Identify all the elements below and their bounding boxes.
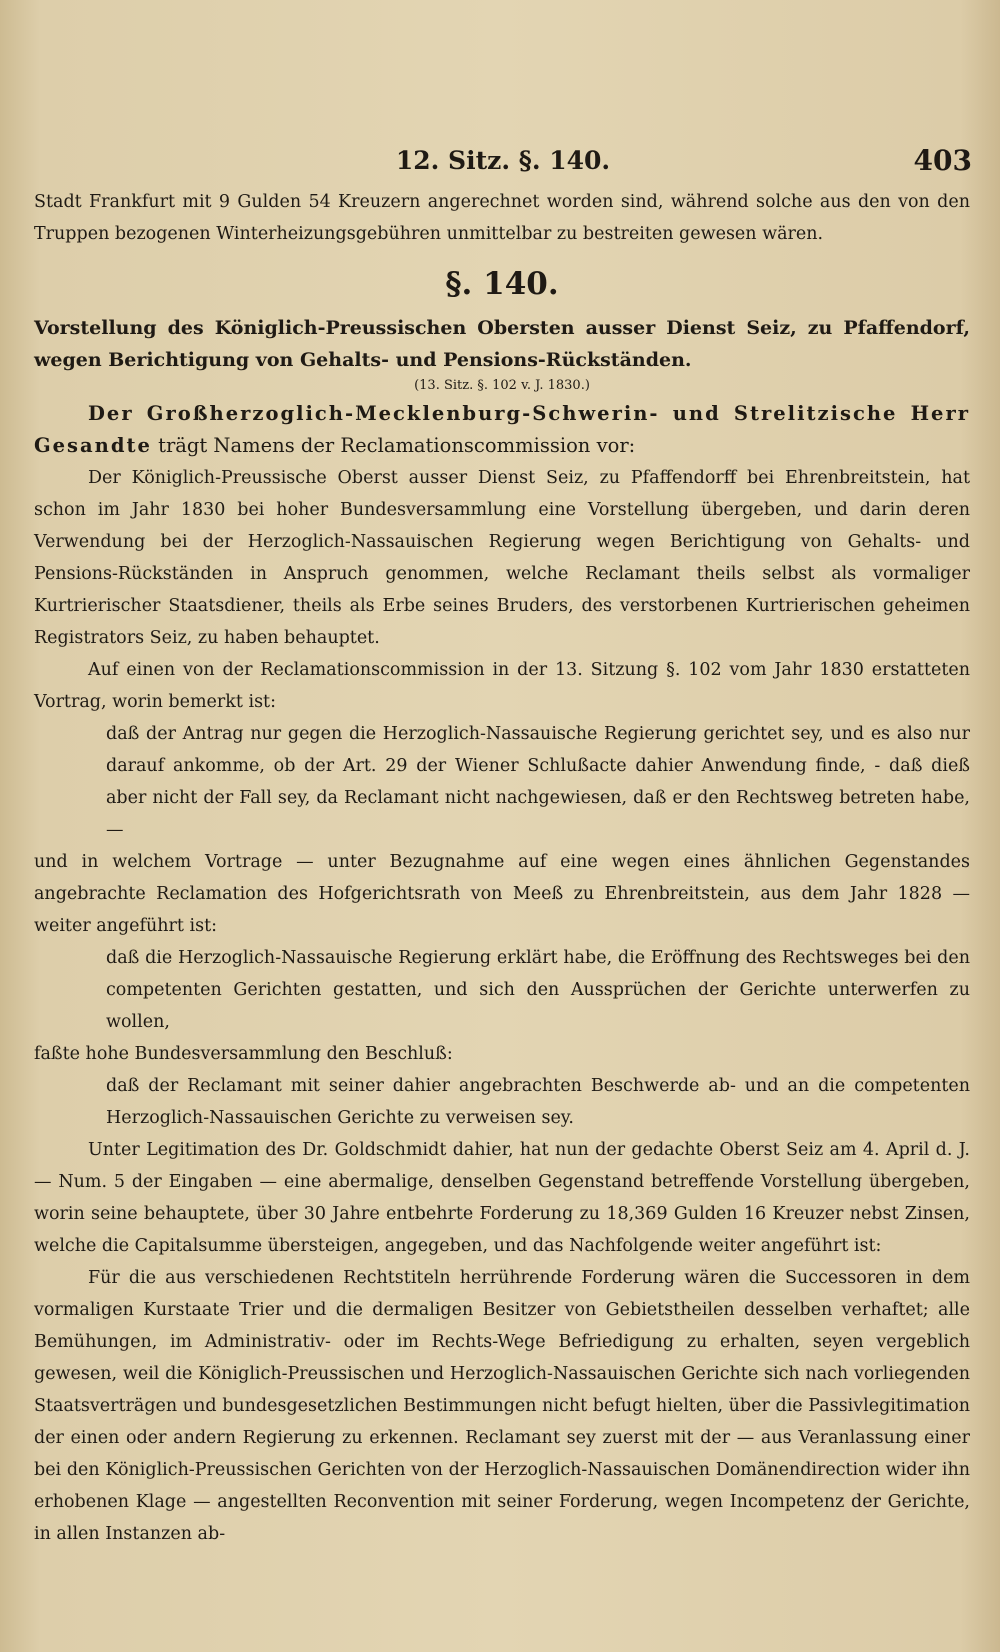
paragraph-6: Für die aus verschiedenen Rechtstiteln herrührende Forderung wären die Successoren in dem vormaligen Kurstaate Trier und die dermaligen Besitzer von Gebietstheilen desselben verhaftet; alle Bemühungen, im Administrativ- oder im Rechts-Wege Befriedigung zu erhalten, seyen vergeblich gewesen, weil die Königlich-Preussischen und Herzoglich-Nassauischen Gerichte sich nach vorliegenden Staatsverträgen und bundesgesetzlichen Bestimmungen nicht befugt hielten, über die Passivlegitimation der einen oder andern Regierung zu erkennen. Reclamant sey zuerst mit der — aus Veranlassung einer bei den Königlich-Preussischen Gerichten von der Herzoglich-Nassauischen Domänendirection wider ihn erhobenen Klage — angestellten Reconvention mit seiner Forderung, wegen Incompetenz der Gerichte, in allen Instanzen ab- — [34, 1268, 970, 1544]
quote-1: daß der Antrag nur gegen die Herzoglich-Nassauische Regierung gerichtet sey, und es also nur darauf ankomme, ob der Art. 29 der Wiener Schlußacte dahier Anwendung finde, - daß dieß aber nicht der Fall sey, da Reclamant nicht nachgewiesen, daß er den Rechtsweg betreten habe, — — [106, 724, 970, 840]
section-reference: (13. Sitz. §. 102 v. J. 1830.) — [414, 378, 590, 393]
quote-2: daß die Herzoglich-Nassauische Regierung erklärt habe, die Eröffnung des Rechtsweges bei den competenten Gerichten gestatten, und sich den Aussprüchen der Gerichte unterwerfen zu wollen, — [106, 948, 970, 1032]
paragraph-3: und in welchem Vortrage — unter Bezugnahme auf eine wegen eines ähnlichen Gegenstandes angebrachte Reclamation des Hofgerichtsrath von Meeß zu Ehrenbreitstein, aus dem Jahr 1828 — weiter angeführt ist: — [34, 852, 970, 936]
page-number: 403 — [913, 144, 972, 177]
page-header — [34, 146, 972, 186]
intro-rest: trägt Namens der Reclamationscommission vor: — [158, 434, 636, 457]
paragraph-2: Auf einen von der Reclamationscommission in der 13. Sitzung §. 102 vom Jahr 1830 erstatteten Vortrag, worin bemerkt ist: — [34, 660, 970, 712]
running-title: 12. Sitz. §. 140. — [395, 146, 611, 175]
body-text — [34, 186, 970, 1550]
intro-paragraph — [34, 398, 970, 462]
section-number: §. 140. — [445, 266, 559, 302]
section-title: Vorstellung des Königlich-Preussischen Obersten ausser Dienst Seiz, zu Pfaffendorf, wegen Berichtigung von Gehalts- und Pensions-Rückständen. — [34, 317, 970, 371]
quote-3: daß der Reclamant mit seiner dahier angebrachten Beschwerde ab- und an die competenten Herzoglich-Nassauischen Gerichte zu verweisen sey. — [106, 1076, 970, 1128]
paragraph-1: Der Königlich-Preussische Oberst ausser Dienst Seiz, zu Pfaffendorff bei Ehrenbreitstein, hat schon im Jahr 1830 bei hoher Bundesversammlung eine Vorstellung übergeben, und darin deren Verwendung bei der Herzoglich-Nassauischen Regierung wegen Berichtigung von Gehalts- und Pensions-Rückständen in Anspruch genommen, welche Reclamant theils selbst als vormaliger Kurtrierischer Staatsdiener, theils als Erbe seines Bruders, des verstorbenen Kurtrierischen geheimen Registrators Seiz, zu haben behauptet. — [34, 468, 970, 648]
carryover-paragraph: Stadt Frankfurt mit 9 Gulden 54 Kreuzern angerechnet worden sind, während solche aus den von den Truppen bezogenen Winterheizungsgebühren unmittelbar zu bestreiten gewesen wären. — [34, 192, 970, 244]
intro-speaker: Der Großherzoglich-Mecklenburg-Schwerin- und Strelitzische Herr Gesandte — [34, 402, 970, 457]
paragraph-4: faßte hohe Bundesversammlung den Beschluß: — [34, 1044, 453, 1064]
paragraph-5: Unter Legitimation des Dr. Goldschmidt dahier, hat nun der gedachte Oberst Seiz am 4. April d. J. — Num. 5 der Eingaben — eine abermalige, denselben Gegenstand betreffende Vorstellung übergeben, worin seine behauptete, über 30 Jahre entbehrte Forderung zu 18,369 Gulden 16 Kreuzer nebst Zinsen, welche die Capitalsumme übersteigen, angegeben, und das Nachfolgende weiter angeführt ist: — [34, 1140, 970, 1256]
